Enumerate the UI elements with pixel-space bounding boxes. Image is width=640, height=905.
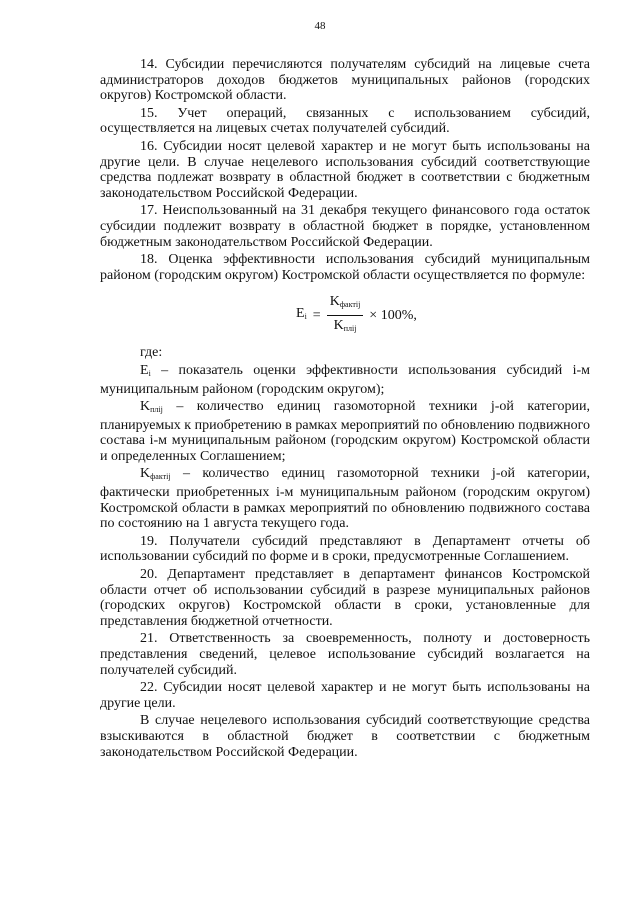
definition-k-fact: $K_{фактij}$ – количество единиц газомоторной техники j-ой категории, фактически приобретенных i-м муниципальным районом (городским округом) Костромской области в рамках мероприятий по обновлению подвижного состава по состоянию на 1 августа текущего года. — [100, 466, 590, 532]
paragraph-20: 20. Департамент представляет в департамент финансов Костромской области отчет об использовании субсидий в разрезе муниципальных районов (городских округов) Костромской области в сроки, установленные для представления бюджетной отчетности. — [100, 567, 590, 629]
paragraph-21: 21. Ответственность за своевременность, полноту и достоверность представления сведений, целевое использование субсидий возлагается на получателей субсидий. — [100, 631, 590, 678]
definition-k-plan: $K_{плij}$ – количество единиц газомоторной техники j-ой категории, планируемых к приобретению в рамках мероприятий по обновлению подвижного состава i-м муниципальным районом (городским округом) Костромской области и определенных Соглашением; — [100, 399, 591, 464]
paragraph-16: 16. Субсидии носят целевой характер и не могут быть использованы на другие цели. В случае нецелевого использования субсидий соответствующие средства подлежат возврату в областной бюджет в соответствии с бюджетным законодательством Российской Федерации. — [100, 138, 590, 201]
formula-denominator: $K_{плij}$ — [333, 317, 357, 333]
paragraph-19: 19. Получатели субсидий представляют в Департамент отчеты об использовании субсидий по форме и в сроки, предусмотренные Соглашением. — [100, 533, 590, 565]
formula-fraction — [327, 294, 364, 336]
paragraph-14: 14. Субсидии перечисляются получателям субсидий на лицевые счета администраторов доходов бюджетов муниципальных районов (городских округов) Костромской области. — [100, 57, 590, 104]
where-label: где: — [140, 345, 163, 361]
definition-e-symbol: $E_i$ — [140, 362, 151, 378]
definition-k-plan-symbol: $K_{плij}$ — [140, 399, 163, 415]
document-body — [100, 57, 590, 762]
page-number: 48 — [314, 20, 326, 32]
definition-k-fact-symbol: $K_{фактij}$ — [140, 466, 171, 482]
formula-lhs: $E_i$ — [296, 306, 307, 322]
paragraph-18: 18. Оценка эффективности использования субсидий муниципальным районом (городским округом) Костромской области осуществляется по формуле: — [100, 252, 590, 283]
formula-numerator: $K_{фактij}$ — [327, 294, 364, 316]
paragraph-22: 22. Субсидии носят целевой характер и не могут быть использованы на другие цели. — [100, 680, 590, 711]
formula-equals: = — [312, 307, 321, 323]
definition-e: $E_i$ – показатель оценки эффективности использования субсидий i-м муниципальным районом (городским округом); — [100, 362, 591, 397]
paragraph-23: В случае нецелевого использования субсидий соответствующие средства взыскиваются в областной бюджет в соответствии с бюджетным законодательством Российской Федерации. — [100, 713, 590, 760]
formula-multiplier: × 100%, — [369, 307, 417, 323]
paragraph-17: 17. Неиспользованный на 31 декабря текущего финансового года остаток субсидии подлежит возврату в областной бюджет в порядке, установленном бюджетным законодательством Российской Федерации. — [100, 203, 590, 250]
efficiency-formula — [296, 295, 590, 335]
paragraph-15: 15. Учет операций, связанных с использованием субсидий, осуществляется на лицевых счетах получателей субсидий. — [100, 105, 590, 137]
